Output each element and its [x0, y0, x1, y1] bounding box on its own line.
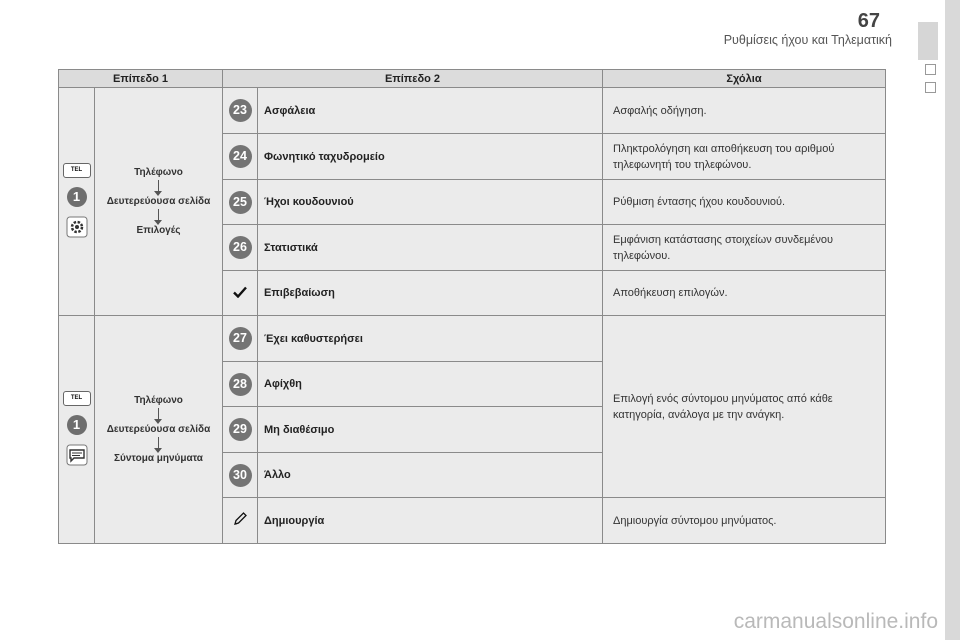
watermark: carmanualsonline.info [733, 610, 938, 633]
number-badge: 28 [229, 373, 252, 396]
page-subtitle: Ρυθμίσεις ήχου και Τηλεματική [723, 33, 892, 47]
side-tab [918, 22, 938, 60]
tel-button-icon: TEL [63, 391, 91, 406]
page-sidebar [945, 0, 960, 640]
pencil-icon [232, 518, 248, 530]
badge-cell [223, 134, 258, 180]
badge-cell [223, 362, 258, 407]
number-badge: 30 [229, 464, 252, 487]
table-header-row [59, 70, 886, 88]
table-row [59, 316, 886, 362]
function-name: Άλλο [258, 453, 603, 498]
column-header: Επίπεδο 2 [223, 70, 603, 88]
level1-nav-cell [95, 88, 223, 316]
badge-cell [223, 271, 258, 316]
comment: Αποθήκευση επιλογών. [603, 271, 886, 316]
function-name: Στατιστικά [258, 225, 603, 271]
check-icon [233, 289, 247, 301]
number-badge: 29 [229, 418, 252, 441]
function-name: Μη διαθέσιμο [258, 407, 603, 453]
nav-label: Σύντομα μηνύματα [114, 453, 203, 464]
column-header: Σχόλια [603, 70, 886, 88]
function-name: Έχει καθυστερήσει [258, 316, 603, 362]
badge-cell [223, 498, 258, 544]
badge-cell [223, 407, 258, 453]
comment: Δημιουργία σύντομου μηνύματος. [603, 498, 886, 544]
level1-icon-cell [59, 88, 95, 316]
level1-nav-cell [95, 316, 223, 544]
settings-table [58, 69, 886, 544]
function-name: Φωνητικό ταχυδρομείο [258, 134, 603, 180]
nav-label: Τηλέφωνο [134, 167, 183, 178]
nav-label: Δευτερεύουσα σελίδα [106, 424, 211, 435]
step-number-icon: 1 [67, 187, 87, 207]
step-number-icon: 1 [67, 415, 87, 435]
nav-label: Δευτερεύουσα σελίδα [106, 196, 211, 207]
number-badge: 25 [229, 191, 252, 214]
arrow-down-icon [158, 408, 159, 420]
arrow-down-icon [158, 180, 159, 192]
function-name: Ήχοι κουδουνιού [258, 180, 603, 225]
badge-cell [223, 225, 258, 271]
badge-cell [223, 316, 258, 362]
level1-icon-cell [59, 316, 95, 544]
column-header: Επίπεδο 1 [59, 70, 223, 88]
function-name: Δημιουργία [258, 498, 603, 544]
comment: Πληκτρολόγηση και αποθήκευση του αριθμού τηλεφωνητή του τηλεφώνου. [603, 134, 886, 180]
side-box [925, 64, 936, 75]
badge-cell [223, 88, 258, 134]
function-name: Αφίχθη [258, 362, 603, 407]
arrow-down-icon [158, 437, 159, 449]
number-badge: 27 [229, 327, 252, 350]
arrow-down-icon [158, 209, 159, 221]
number-badge: 24 [229, 145, 252, 168]
comment: Ασφαλής οδήγηση. [603, 88, 886, 134]
message-icon [66, 444, 88, 469]
number-badge: 23 [229, 99, 252, 122]
side-box [925, 82, 936, 93]
function-name: Ασφάλεια [258, 88, 603, 134]
badge-cell [223, 453, 258, 498]
comment: Επιλογή ενός σύντομου μηνύματος από κάθε κατηγορία, ανάλογα με την ανάγκη. [603, 316, 886, 498]
function-name: Επιβεβαίωση [258, 271, 603, 316]
comment: Εμφάνιση κατάστασης στοιχείων συνδεμένου τηλεφώνου. [603, 225, 886, 271]
gear-icon [66, 216, 88, 241]
table-row [59, 88, 886, 134]
comment: Ρύθμιση έντασης ήχου κουδουνιού. [603, 180, 886, 225]
tel-button-icon: TEL [63, 163, 91, 178]
badge-cell [223, 180, 258, 225]
nav-label: Τηλέφωνο [134, 395, 183, 406]
page-number: 67 [857, 10, 880, 32]
nav-label: Επιλογές [136, 225, 181, 236]
number-badge: 26 [229, 236, 252, 259]
